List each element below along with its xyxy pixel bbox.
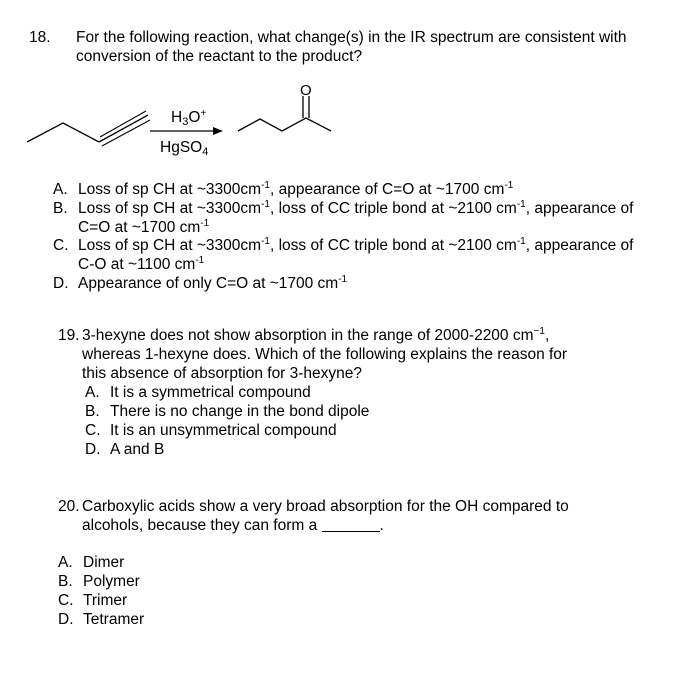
option-c[interactable]: C. Loss of sp CH at $\sim 3300cm^{-1}$, loss of CC triple bond at ~2100 $cm^{-1}$, appearance of C-O at ~1100 $cm^{-1}$: [53, 236, 634, 273]
question-18: [0, 0, 700, 300]
question-stem-line: alcohols, because they can form a .: [82, 517, 384, 534]
option-b[interactable]: B. Polymer: [58, 573, 140, 590]
question-stem-line: this absence of absorption for 3-hexyne?: [82, 365, 363, 382]
question-19: [0, 320, 700, 470]
product-chain: [238, 118, 331, 131]
option-d[interactable]: D. A and B: [85, 441, 165, 458]
question-stem-line: conversion of the reactant to the product?: [76, 48, 363, 65]
question-stem-line: whereas 1-hexyne does. Which of the following explains the reason for: [82, 346, 568, 363]
question-number: 19.: [58, 327, 80, 344]
reagent-catalyst: HgSO$_4$: [160, 139, 209, 158]
option-a[interactable]: A. It is a symmetrical compound: [85, 384, 311, 401]
carbonyl-oxygen: O: [300, 82, 312, 99]
question-20: [0, 490, 700, 640]
question-stem-line: For the following reaction, what change(s) in the IR spectrum are consistent with: [76, 29, 627, 46]
alkyne-triple-bond: [99, 111, 150, 146]
option-a[interactable]: A. Loss of sp CH at $\sim 3300cm^{-1}$, appearance of C=O at ~1700 $cm^{-1}$: [53, 180, 514, 198]
option-a[interactable]: A. Dimer: [58, 554, 125, 571]
arrow-head: [213, 127, 223, 135]
option-c[interactable]: C. Trimer: [58, 592, 128, 609]
option-d[interactable]: D. Tetramer: [58, 611, 145, 628]
answer-blank[interactable]: [322, 517, 380, 532]
reagent-acid: $H_3O^+$: [171, 108, 207, 128]
question-number: 18.: [29, 29, 51, 46]
question-stem-line: 3-hexyne does not show absorption in the range of 2000-2200 $cm^{-1}$,: [82, 326, 550, 344]
option-d[interactable]: D. Appearance of only C=O at ~1700 $cm^{-1}$: [53, 274, 348, 292]
option-b[interactable]: B. Loss of sp CH at $\sim 3300cm^{-1}$, loss of CC triple bond at ~2100 $cm^{-1}$, appearance of C=O at ~1700 $cm^{-1}$: [53, 199, 634, 236]
question-number: 20.: [58, 498, 80, 515]
question-stem-line: Carboxylic acids show a very broad absorption for the OH compared to: [82, 498, 569, 515]
option-c[interactable]: C. It is an unsymmetrical compound: [85, 422, 337, 439]
reactant-chain: [27, 123, 99, 142]
option-b[interactable]: B. There is no change in the bond dipole: [85, 403, 370, 420]
